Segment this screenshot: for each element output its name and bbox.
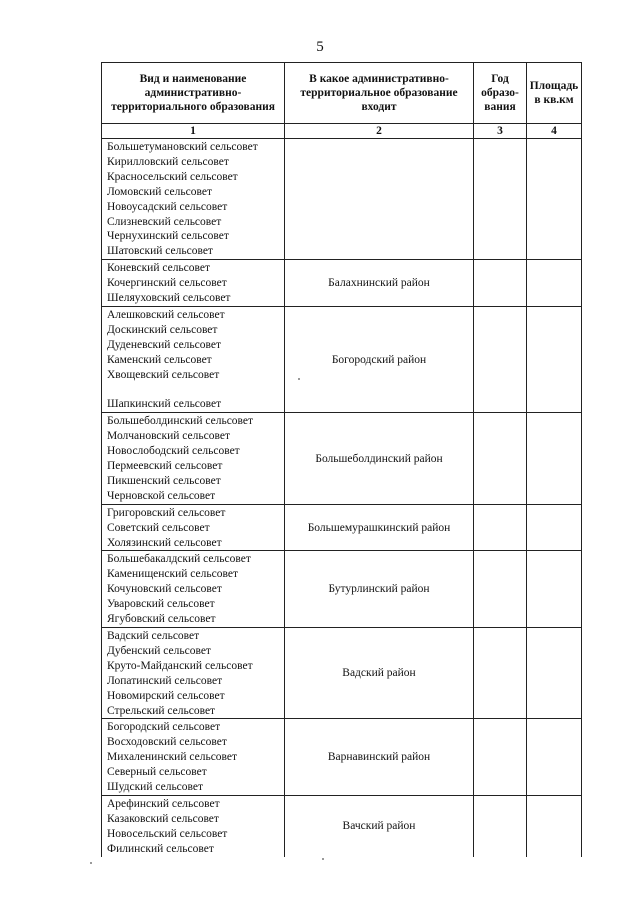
unit-name: Шудский сельсовет [107,781,204,794]
unit-name: Шатовский сельсовет [107,245,213,258]
table-row [102,504,582,551]
unit-name: Каменский сельсовет [107,353,212,366]
unit-name: Филинский сельсовет [107,842,214,855]
unit-name: Пермеевский сельсовет [107,460,223,473]
area-cell [527,260,582,307]
unit-name: Ломовский сельсовет [107,185,212,198]
area-cell [527,719,582,796]
unit-name: Дубенский сельсовет [107,644,211,657]
unit-name [107,383,281,398]
table-row [102,551,582,628]
area-cell [527,628,582,719]
unit-name: Холязинский сельсовет [107,536,222,549]
parent-district: Большеболдинский район [285,413,474,504]
unit-name: Новомирский сельсовет [107,689,225,702]
unit-name: Чернухинский сельсовет [107,230,229,243]
unit-name: Каменищенский сельсовет [107,568,238,581]
header-parent-unit: В какое административно-территориальное образование входит [285,63,474,124]
unit-name: Ягубовский сельсовет [107,613,216,626]
scan-speck [322,858,324,860]
area-cell [527,551,582,628]
unit-name: Красносельский сельсовет [107,170,238,183]
column-number: 4 [527,124,582,139]
parent-district [285,139,474,260]
unit-name: Большеболдинский сельсовет [107,415,254,428]
unit-name: Черновской сельсовет [107,489,216,502]
unit-name: Григоровский сельсовет [107,506,226,519]
table-row [102,306,582,412]
unit-names-cell [102,504,285,551]
unit-name: Молчановский сельсовет [107,430,230,443]
unit-names-cell [102,260,285,307]
parent-district: Богородский район [285,306,474,412]
unit-name: Лопатинский сельсовет [107,674,223,687]
table-row [102,260,582,307]
unit-names-cell [102,306,285,412]
header-area-sq-km: Площадь в кв.км [527,63,582,124]
column-number: 3 [474,124,527,139]
unit-name: Коневский сельсовет [107,262,211,275]
unit-names-cell [102,139,285,260]
unit-names-cell [102,628,285,719]
table-header-row [102,63,582,124]
table-row [102,413,582,504]
column-number: 1 [102,124,285,139]
header-type-and-name: Вид и наименование административно-территориального образования [102,63,285,124]
unit-name: Уваровский сельсовет [107,598,215,611]
year-founded-cell [474,260,527,307]
unit-name: Доскинский сельсовет [107,323,218,336]
unit-name: Пикшенский сельсовет [107,474,221,487]
unit-name: Алешковский сельсовет [107,308,225,321]
unit-name: Кирилловский сельсовет [107,155,229,168]
year-founded-cell [474,413,527,504]
unit-names-cell [102,719,285,796]
unit-name: Кочуновский сельсовет [107,583,222,596]
column-number-row [102,124,582,139]
column-number: 2 [285,124,474,139]
unit-name: Богородский сельсовет [107,721,221,734]
table-row [102,139,582,260]
year-founded-cell [474,719,527,796]
unit-name: Восходовский сельсовет [107,736,227,749]
unit-name: Северный сельсовет [107,766,207,779]
unit-names-cell [102,413,285,504]
year-founded-cell [474,628,527,719]
unit-name: Михаленинский сельсовет [107,751,238,764]
year-founded-cell [474,551,527,628]
unit-name: Новосельский сельсовет [107,827,228,840]
parent-district: Варнавинский район [285,719,474,796]
table-body [102,139,582,857]
unit-name: Арефинский сельсовет [107,797,220,810]
scan-speck [298,378,300,380]
parent-district: Бутурлинский район [285,551,474,628]
parent-district: Вачский район [285,795,474,856]
unit-name: Шеляуховский сельсовет [107,292,231,305]
table-row [102,795,582,856]
unit-name: Большетумановский сельсовет [107,141,258,153]
unit-names-cell [102,551,285,628]
unit-name: Новослободский сельсовет [107,445,240,458]
year-founded-cell [474,306,527,412]
page-number: 5 [316,39,324,55]
unit-name: Хвощевский сельсовет [107,368,220,381]
unit-name: Слизневский сельсовет [107,215,222,228]
area-cell [527,306,582,412]
unit-names-cell [102,795,285,856]
unit-name: Вадский сельсовет [107,630,200,642]
year-founded-cell [474,795,527,856]
area-cell [527,504,582,551]
area-cell [527,795,582,856]
unit-name: Казаковский сельсовет [107,812,219,825]
unit-name: Стрельский сельсовет [107,704,216,717]
parent-district: Большемурашкинский район [285,504,474,551]
header-year-founded: Год образо-вания [474,63,527,124]
territorial-units-table [101,62,582,857]
unit-name: Большебакалдский сельсовет [107,553,251,566]
unit-name: Дуденевский сельсовет [107,338,222,351]
area-cell [527,413,582,504]
parent-district: Балахнинский район [285,260,474,307]
area-cell [527,139,582,260]
unit-name: Шапкинский сельсовет [107,398,222,411]
unit-name: Советский сельсовет [107,521,210,534]
table-row [102,628,582,719]
scan-speck [90,862,92,864]
unit-name: Кочергинский сельсовет [107,277,227,290]
year-founded-cell [474,139,527,260]
table-row [102,719,582,796]
parent-district: Вадский район [285,628,474,719]
year-founded-cell [474,504,527,551]
unit-name: Круто-Майданский сельсовет [107,659,253,672]
unit-name: Новоусадский сельсовет [107,200,228,213]
